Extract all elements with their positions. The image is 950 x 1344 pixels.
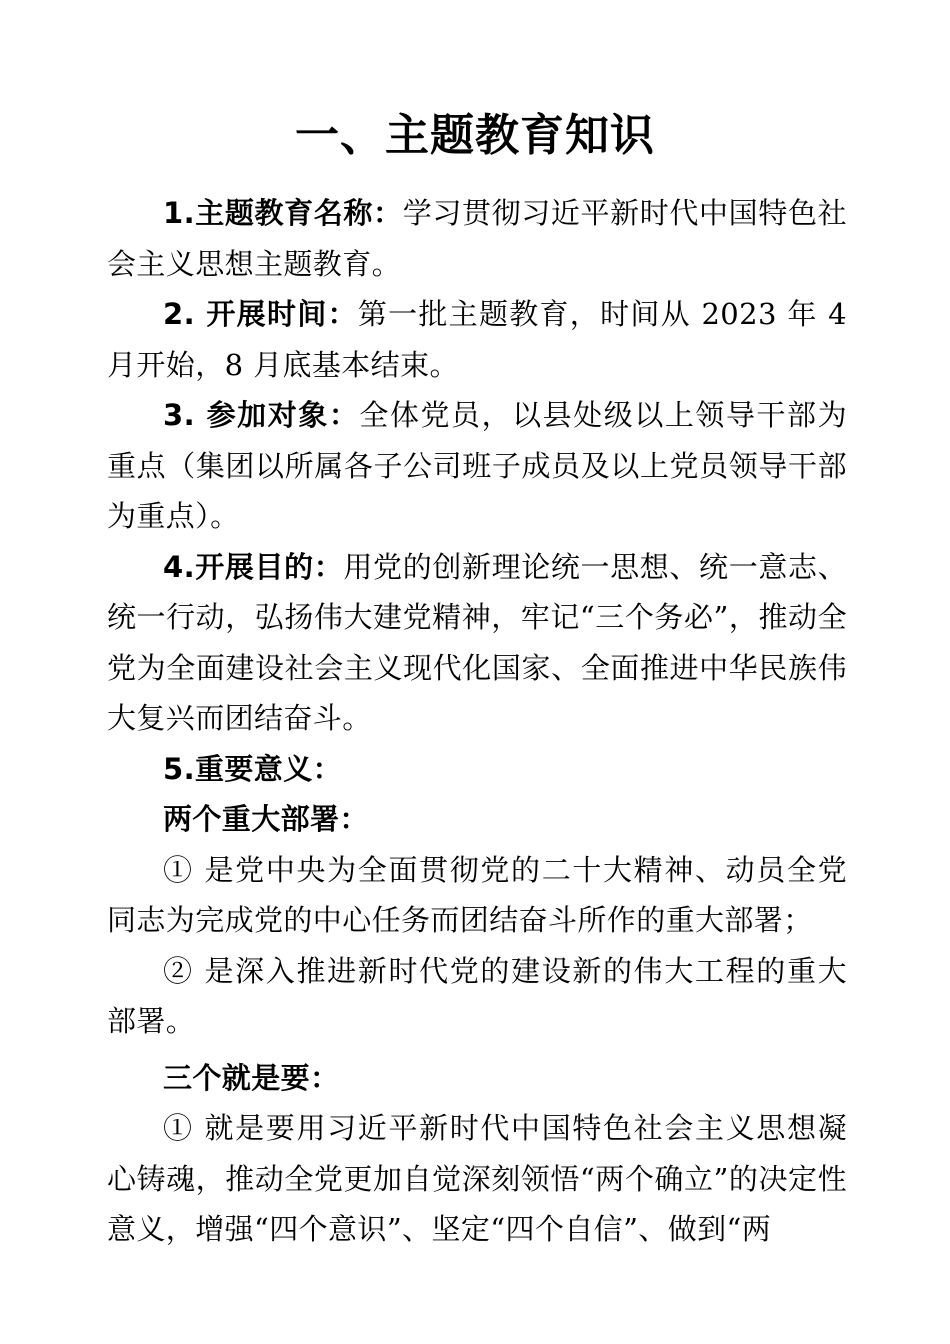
paragraph-text: ① 是党中央为全面贯彻党的二十大精神、动员全党同志为完成党的中心任务而团结奋斗所作的重大部署； [107, 852, 847, 937]
paragraph-must-one [107, 1103, 847, 1255]
paragraph-text: 用党的创新理论统一思想、统一意志、统一行动，弘扬伟大建党精神，牢记“三个务必”，推动全党为全面建设社会主义现代化国家、全面推进中华民族伟大复兴而团结奋斗。 [107, 549, 847, 735]
page-title: 一、主题教育知识 [295, 110, 655, 161]
paragraph-participants [107, 390, 847, 542]
paragraph-purpose [107, 542, 847, 744]
document-body [107, 188, 847, 1255]
paragraph-deployment-one [107, 845, 847, 946]
paragraph-schedule [107, 289, 847, 390]
paragraph-label: 4.开展目的： [163, 549, 344, 584]
paragraph-label: 5.重要意义： [163, 751, 342, 786]
paragraph-label: 2. 开展时间： [163, 297, 358, 331]
paragraph-label: 三个就是要： [163, 1060, 340, 1095]
paragraph-text: 第一批主题教育，时间从 2023 年 4 月开始，8 月底基本结束。 [107, 297, 847, 382]
paragraph-text: 学习贯彻习近平新时代中国特色社会主义思想主题教育。 [107, 196, 847, 281]
paragraph-label: 1.主题教育名称： [163, 196, 403, 230]
paragraph-label: 3. 参加对象： [163, 398, 360, 432]
paragraph-three-musts-heading [107, 1053, 847, 1104]
paragraph-label: 两个重大部署： [163, 802, 369, 836]
paragraph-text: 全体党员，以县处级以上领导干部为重点（集团以所属各子公司班子成员及以上党员领导干部为重点）。 [107, 398, 848, 533]
paragraph-significance-heading [107, 744, 847, 795]
paragraph-theme-name [107, 188, 847, 289]
paragraph-deployment-two [107, 946, 847, 1047]
paragraph-two-deployments-heading [107, 794, 847, 845]
paragraph-text: ① 就是要用习近平新时代中国特色社会主义思想凝心铸魂，推动全党更加自觉深刻领悟“两个确立”的决定性意义，增强“四个意识”、坚定“四个自信”、做到“两 [107, 1111, 847, 1246]
paragraph-text: ② 是深入推进新时代党的建设新的伟大工程的重大部署。 [107, 953, 847, 1038]
